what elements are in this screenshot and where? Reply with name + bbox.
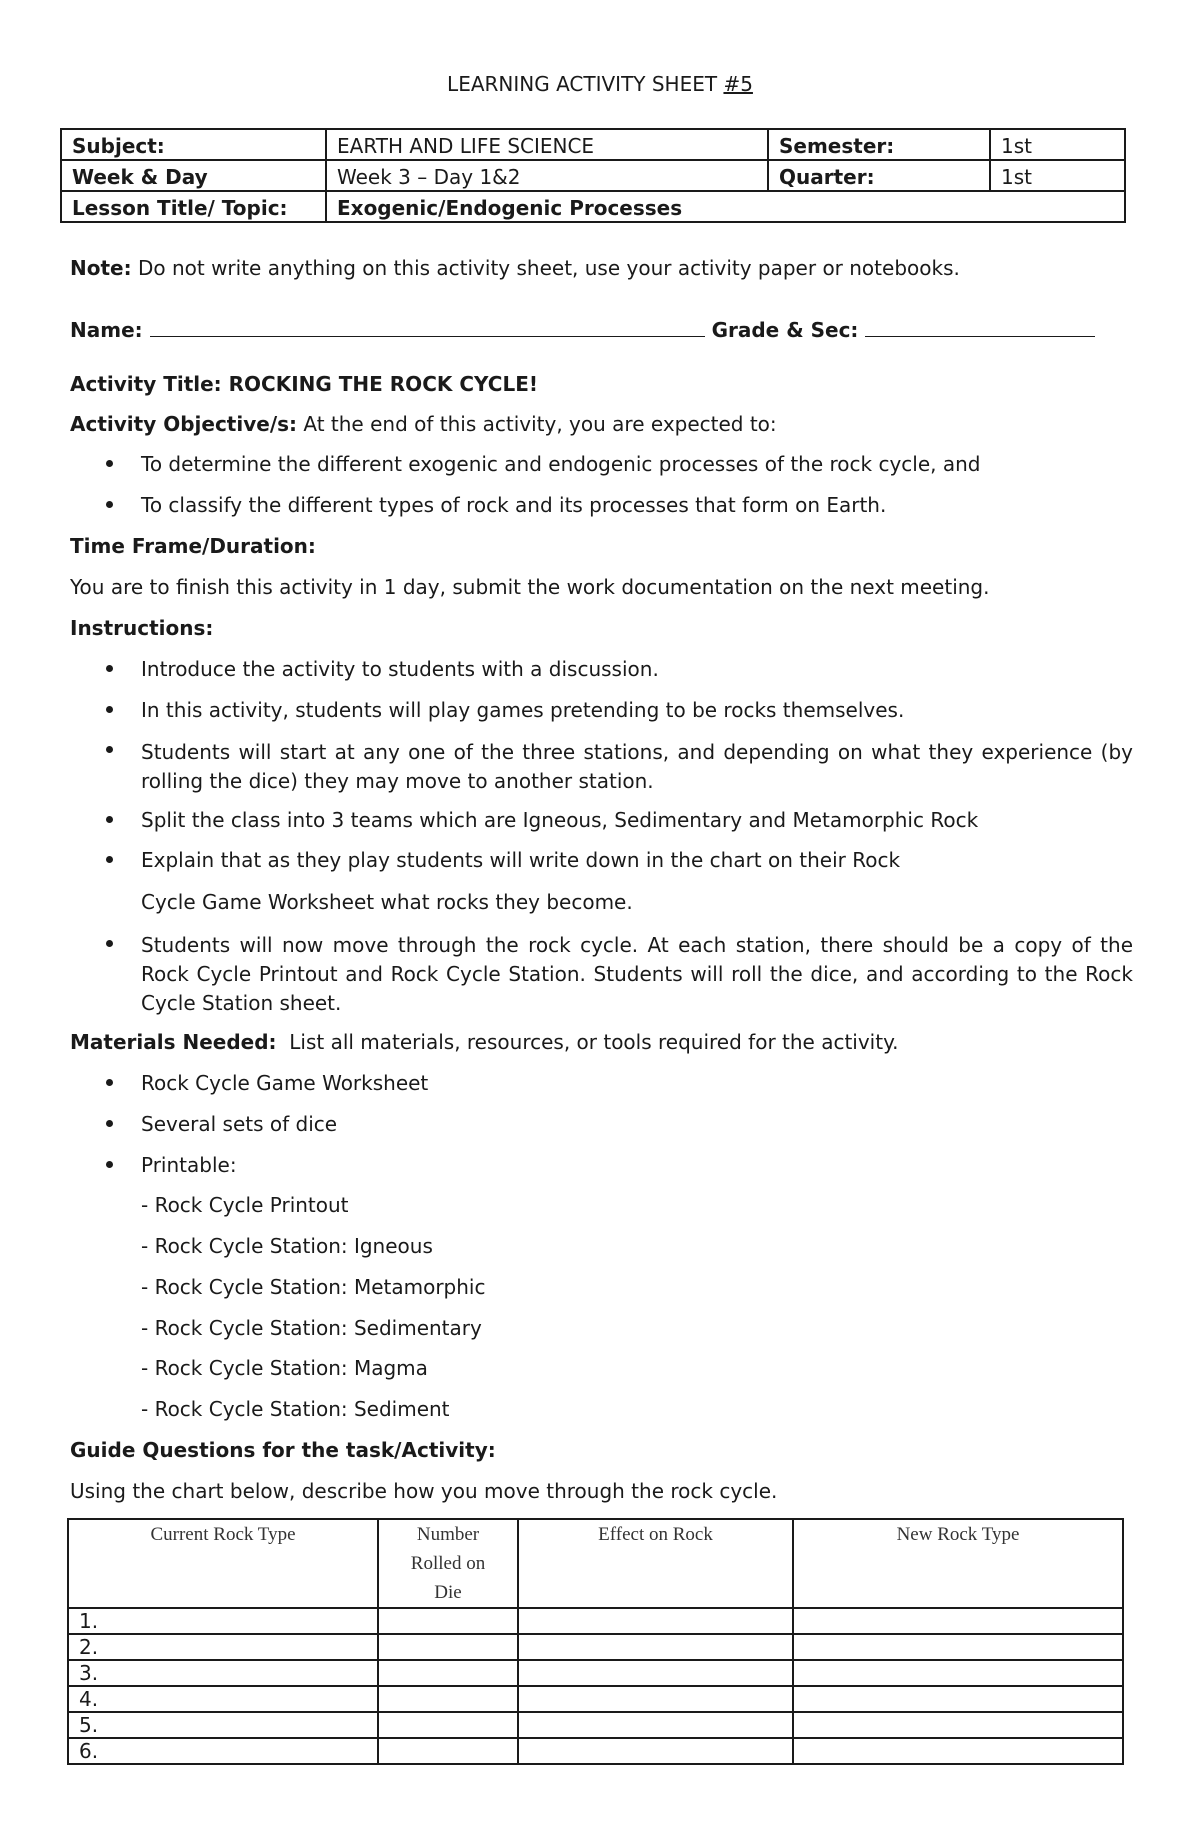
objective-item: To classify the different types of rock and its processes that form on Earth.	[141, 493, 887, 517]
material-item: Several sets of dice	[141, 1112, 338, 1136]
col-effect-on-rock: Effect on Rock	[518, 1519, 793, 1608]
printable-item: - Rock Cycle Station: Metamorphic	[141, 1275, 486, 1299]
material-item: Rock Cycle Game Worksheet	[141, 1071, 429, 1095]
instruction-item: Students will start at any one of the three stations, and depending on what they experience (by rolling the dice) they may move to another station.	[141, 740, 1133, 793]
instruction-item: In this activity, students will play games pretending to be rocks themselves.	[141, 698, 905, 722]
note-line	[70, 256, 960, 280]
note-label: Note:	[70, 256, 132, 280]
bullet-dot	[106, 460, 113, 467]
objective-label: Activity Objective/s:	[70, 412, 298, 436]
objective-line	[70, 412, 777, 436]
table-row	[68, 1686, 1123, 1712]
row-number: 6.	[68, 1738, 378, 1764]
table-cell	[793, 1738, 1123, 1764]
bullet-dot	[106, 1079, 113, 1086]
guide-text: Using the chart below, describe how you move through the rock cycle.	[70, 1479, 778, 1503]
table-row	[68, 1660, 1123, 1686]
col-number-rolled: Number Rolled on Die	[378, 1519, 518, 1608]
lesson-label: Lesson Title/ Topic:	[61, 191, 326, 222]
table-cell	[793, 1712, 1123, 1738]
quarter-value: 1st	[990, 160, 1125, 191]
table-cell	[378, 1608, 518, 1634]
name-label: Name:	[70, 318, 143, 342]
bullet-dot	[106, 746, 113, 753]
materials-label: Materials Needed:	[70, 1030, 277, 1054]
table-cell	[793, 1686, 1123, 1712]
sheet-title-prefix: LEARNING ACTIVITY SHEET	[447, 72, 724, 96]
table-cell	[518, 1634, 793, 1660]
semester-value: 1st	[990, 129, 1125, 160]
materials-line	[70, 1030, 898, 1054]
name-blank	[150, 314, 705, 337]
time-frame-text: You are to finish this activity in 1 day, submit the work documentation on the next meeting.	[70, 575, 990, 599]
instruction-item: Split the class into 3 teams which are Igneous, Sedimentary and Metamorphic Rock	[141, 808, 979, 832]
instruction-item: Explain that as they play students will write down in the chart on their Rock	[141, 848, 901, 872]
table-cell	[378, 1634, 518, 1660]
grade-label: Grade & Sec:	[711, 318, 859, 342]
header-table	[60, 128, 1126, 223]
instruction-item: Students will now move through the rock cycle. At each station, there should be a copy of the Rock Cycle Printout and Rock Cycle Station. Students will roll the dice, and according to the Rock Cycle Station sheet.	[141, 933, 1133, 1015]
table-cell	[378, 1738, 518, 1764]
bullet-dot	[106, 1161, 113, 1168]
objective-item: To determine the different exogenic and endogenic processes of the rock cycle, and	[141, 452, 981, 476]
row-number: 1.	[68, 1608, 378, 1634]
guide-label: Guide Questions for the task/Activity:	[70, 1438, 496, 1462]
printable-item: - Rock Cycle Station: Sediment	[141, 1397, 450, 1421]
subject-value: EARTH AND LIFE SCIENCE	[326, 129, 768, 160]
printable-item: - Rock Cycle Station: Igneous	[141, 1234, 433, 1258]
sheet-number: #5	[723, 72, 753, 96]
col-current-rock-type: Current Rock Type	[68, 1519, 378, 1608]
subject-label: Subject:	[61, 129, 326, 160]
bullet-dot	[106, 816, 113, 823]
table-cell	[518, 1738, 793, 1764]
name-line	[70, 314, 1095, 342]
bullet-dot	[106, 940, 113, 947]
lesson-value: Exogenic/Endogenic Processes	[326, 191, 1125, 222]
table-cell	[378, 1686, 518, 1712]
objective-text: At the end of this activity, you are expected to:	[297, 412, 777, 436]
row-number: 2.	[68, 1634, 378, 1660]
table-cell	[793, 1608, 1123, 1634]
bullet-dot	[106, 1120, 113, 1127]
semester-label: Semester:	[768, 129, 990, 160]
bullet-dot	[106, 501, 113, 508]
bullet-dot	[106, 665, 113, 672]
table-cell	[378, 1660, 518, 1686]
table-cell	[518, 1660, 793, 1686]
row-number: 5.	[68, 1712, 378, 1738]
table-cell	[378, 1712, 518, 1738]
row-number: 4.	[68, 1686, 378, 1712]
time-frame-label: Time Frame/Duration:	[70, 534, 316, 558]
note-text: Do not write anything on this activity sheet, use your activity paper or notebooks.	[131, 256, 960, 280]
rock-cycle-chart	[67, 1518, 1124, 1765]
table-cell	[793, 1660, 1123, 1686]
bullet-dot	[106, 856, 113, 863]
activity-title: Activity Title: ROCKING THE ROCK CYCLE!	[70, 372, 538, 396]
quarter-label: Quarter:	[768, 160, 990, 191]
instruction-continuation: Cycle Game Worksheet what rocks they become.	[141, 890, 633, 914]
bullet-dot	[106, 706, 113, 713]
table-cell	[793, 1634, 1123, 1660]
table-row	[68, 1712, 1123, 1738]
table-cell	[518, 1712, 793, 1738]
table-row	[68, 1738, 1123, 1764]
table-cell	[518, 1608, 793, 1634]
instructions-label: Instructions:	[70, 616, 214, 640]
row-number: 3.	[68, 1660, 378, 1686]
material-item: Printable:	[141, 1153, 237, 1177]
printable-item: - Rock Cycle Printout	[141, 1193, 349, 1217]
printable-item: - Rock Cycle Station: Sedimentary	[141, 1316, 482, 1340]
sheet-title	[0, 72, 1200, 96]
table-row	[68, 1608, 1123, 1634]
instruction-item: Introduce the activity to students with a discussion.	[141, 657, 659, 681]
col-new-rock-type: New Rock Type	[793, 1519, 1123, 1608]
week-label: Week & Day	[61, 160, 326, 191]
table-cell	[518, 1686, 793, 1712]
table-row	[68, 1634, 1123, 1660]
materials-text: List all materials, resources, or tools required for the activity.	[276, 1030, 899, 1054]
printable-item: - Rock Cycle Station: Magma	[141, 1356, 428, 1380]
week-value: Week 3 – Day 1&2	[326, 160, 768, 191]
grade-blank	[865, 314, 1095, 337]
